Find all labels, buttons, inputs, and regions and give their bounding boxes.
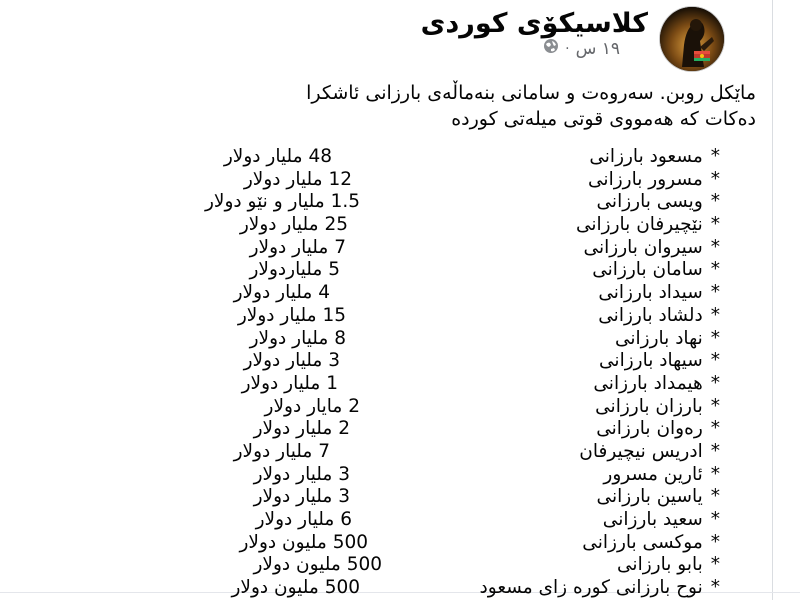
person-name-text: نوح بارزانی کورە زای مسعود (479, 577, 703, 599)
person-name (615, 328, 720, 349)
person-name (598, 305, 720, 326)
bullet-asterisk: * (710, 327, 720, 349)
list-item (0, 328, 800, 351)
person-name (597, 486, 720, 507)
wealth-list (0, 146, 800, 600)
person-name-text: نهاد بارزانی (614, 327, 703, 349)
person-name-text: رەوان بارزانی (596, 418, 703, 440)
wealth-amount: 3 ملیار دولار (253, 463, 350, 485)
wealth-amount: 7 ملیار دولار (249, 236, 346, 258)
list-item (0, 464, 800, 487)
person-name-text: ادریس نیچیرفان (579, 440, 703, 462)
wealth-amount: 3 ملیار دولار (243, 350, 340, 372)
person-name-text: سعید بارزانی (602, 509, 703, 530)
bullet-asterisk: * (710, 259, 720, 281)
list-item (0, 396, 800, 419)
person-name (599, 350, 720, 371)
bullet-asterisk: * (710, 440, 720, 462)
list-item (0, 191, 800, 214)
post-timestamp[interactable]: ١٩ س (575, 38, 620, 59)
wealth-amount: 15 ملیار دولار (237, 304, 346, 326)
list-item (0, 169, 800, 192)
person-name-text: ویسی بارزانی (596, 191, 703, 213)
wealth-amount: 1 ملیار دولار (241, 372, 338, 394)
bullet-asterisk: * (710, 577, 720, 599)
list-item (0, 282, 800, 305)
wealth-amount: 2 مایار دولار (264, 395, 360, 417)
person-name-text: دلشاد بارزانی (598, 304, 703, 326)
person-name-text: ئارین مسرور (603, 463, 703, 485)
post-meta (543, 38, 620, 59)
wealth-amount: 8 ملیار دولار (249, 327, 346, 349)
person-name-text: سامان بارزانی (592, 259, 703, 281)
bullet-asterisk: * (710, 372, 720, 394)
person-name (598, 282, 720, 303)
bullet-asterisk: * (710, 214, 720, 236)
page-name[interactable]: کلاسیکۆی کوردی (420, 8, 648, 39)
bullet-asterisk: * (710, 236, 720, 258)
wealth-amount: 500 ملیون دولار (231, 577, 360, 599)
wealth-amount: 500 ملیون دولار (239, 531, 368, 553)
person-name-text: یاسین بارزانی (596, 486, 703, 508)
person-name (584, 237, 720, 258)
person-name-text: هیمداد بارزانی (593, 372, 703, 394)
person-name-text: بارزان بارزانی (595, 395, 703, 417)
bullet-asterisk: * (710, 282, 720, 304)
person-name-text: مسرور بارزانی (588, 168, 703, 190)
person-name (592, 259, 720, 280)
globe-icon[interactable] (543, 38, 559, 59)
bullet-asterisk: * (710, 486, 720, 508)
list-item (0, 259, 800, 282)
list-item (0, 237, 800, 260)
person-name-text: بابو بارزانی (617, 554, 703, 576)
person-name (589, 146, 720, 167)
list-item (0, 146, 800, 169)
list-item (0, 350, 800, 373)
list-item (0, 486, 800, 509)
bullet-asterisk: * (710, 554, 720, 576)
post-intro (56, 80, 756, 132)
person-name (603, 509, 720, 530)
list-item (0, 509, 800, 532)
person-name (579, 441, 720, 462)
person-name-text: سیداد بارزانی (598, 282, 703, 304)
wealth-amount: 3 ملیار دولار (253, 486, 350, 508)
bullet-asterisk: * (710, 463, 720, 485)
wealth-amount: 7 ملیار دولار (233, 440, 330, 462)
person-name (480, 577, 720, 598)
person-name-text: سیهاد بارزانی (599, 350, 703, 372)
avatar-image (660, 7, 724, 71)
list-item (0, 418, 800, 441)
person-name-text: سیروان بارزانی (583, 236, 703, 258)
list-item (0, 554, 800, 577)
bullet-asterisk: * (710, 509, 720, 530)
wealth-amount: 4 ملیار دولار (233, 282, 330, 304)
person-name-text: نێچیرفان بارزانی (575, 214, 703, 236)
wealth-amount: 6 ملیار دولار (255, 509, 352, 530)
list-item (0, 214, 800, 237)
person-name (603, 464, 720, 485)
bullet-asterisk: * (710, 146, 720, 167)
wealth-amount: 500 ملیون دولار (253, 554, 382, 576)
bullet-asterisk: * (710, 531, 720, 553)
person-name (595, 396, 720, 417)
page-avatar[interactable] (660, 7, 724, 71)
bullet-asterisk: * (710, 395, 720, 417)
list-item (0, 441, 800, 464)
bullet-asterisk: * (710, 350, 720, 372)
wealth-amount: 5 ملیاردولار (249, 259, 340, 281)
wealth-amount: 25 ملیار دولار (239, 214, 348, 236)
person-name-text: مسعود بارزانی (589, 146, 703, 167)
person-name (588, 169, 720, 190)
person-name (582, 532, 720, 553)
bullet-asterisk: * (710, 191, 720, 213)
person-name (576, 214, 720, 235)
wealth-amount: 2 ملیار دولار (253, 418, 350, 440)
bullet-asterisk: * (710, 304, 720, 326)
person-name (597, 191, 721, 212)
list-item (0, 305, 800, 328)
bullet-asterisk: * (710, 168, 720, 190)
bullet-asterisk: * (710, 418, 720, 440)
list-item (0, 532, 800, 555)
person-name (596, 418, 720, 439)
wealth-amount: 1.5 ملیار و نێو دولار (204, 191, 360, 213)
list-item (0, 373, 800, 396)
person-name (617, 554, 720, 575)
person-name-text: موکسی بارزانی (582, 531, 703, 553)
meta-separator: · (565, 40, 570, 57)
wealth-amount: 48 ملیار دولار (223, 146, 332, 167)
post-intro-line: دەکات کە هەمووی قوتی میلەتی کوردە (451, 108, 756, 130)
wealth-amount: 12 ملیار دولار (243, 168, 352, 190)
person-name (593, 373, 720, 394)
post-intro-line: ماێکل روبن. سەروەت و سامانی بنەماڵەی بارزانی ئاشکرا (306, 82, 756, 104)
list-item (0, 577, 800, 600)
